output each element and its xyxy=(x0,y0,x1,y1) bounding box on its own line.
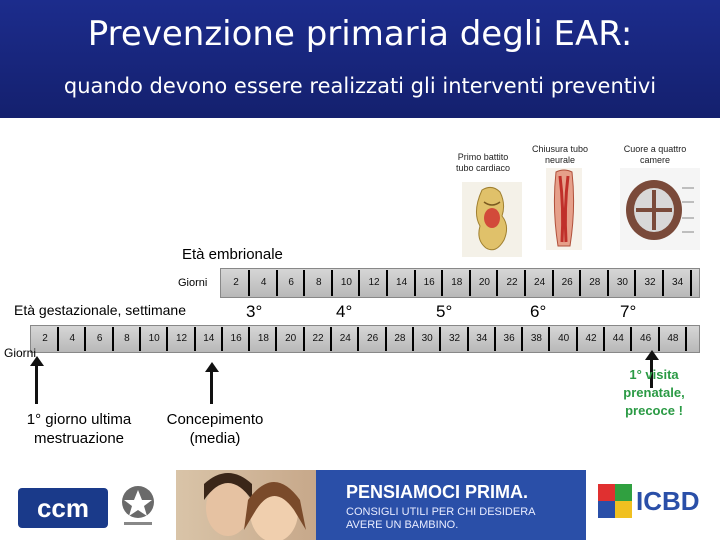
campaign-subtitle: CONSIGLI UTILI PER CHI DESIDERA AVERE UN BAMBINO. xyxy=(346,506,535,531)
embryonic-days-label: Giorni xyxy=(178,277,208,289)
gestational-tick xyxy=(412,327,414,351)
gestational-tick xyxy=(521,327,523,351)
embryonic-tick xyxy=(662,270,664,296)
embryonic-tick xyxy=(690,270,692,296)
gestational-day-number: 34 xyxy=(476,333,488,344)
title-banner xyxy=(0,0,720,118)
embryonic-tick xyxy=(303,270,305,296)
embryonic-day-number: 24 xyxy=(534,277,546,288)
embryonic-tick xyxy=(607,270,609,296)
embryonic-age-title: Età embrionale xyxy=(182,246,283,263)
gestational-day-number: 22 xyxy=(312,333,324,344)
embryonic-tick xyxy=(331,270,333,296)
embryonic-tick xyxy=(552,270,554,296)
four-chamber-label: Cuore a quattro camere xyxy=(623,144,687,165)
embryonic-day-number: 30 xyxy=(616,277,628,288)
embryonic-tick xyxy=(276,270,278,296)
slide-title: Prevenzione primaria degli EAR: xyxy=(87,14,633,54)
embryo-neural-tube-illustration xyxy=(546,168,582,250)
gestational-tick xyxy=(548,327,550,351)
gestational-day-number: 16 xyxy=(230,333,242,344)
embryonic-day-number: 12 xyxy=(368,277,380,288)
gestational-day-number: 24 xyxy=(339,333,351,344)
embryonic-day-number: 6 xyxy=(288,277,294,288)
slide-subtitle: quando devono essere realizzati gli interventi preventivi xyxy=(63,74,657,98)
embryonic-day-number: 22 xyxy=(506,277,518,288)
gestational-day-number: 20 xyxy=(285,333,297,344)
gestational-tick xyxy=(603,327,605,351)
couple-photo xyxy=(176,470,316,540)
lmp-note: 1° giorno ultima mestruazione xyxy=(26,411,132,447)
embryonic-day-number: 2 xyxy=(233,277,239,288)
gestational-tick xyxy=(57,327,59,351)
gestational-day-number: 48 xyxy=(667,333,679,344)
gestational-tick xyxy=(494,327,496,351)
embryonic-tick xyxy=(579,270,581,296)
gestational-tick xyxy=(139,327,141,351)
four-chamber-heart-illustration xyxy=(620,168,700,250)
embryo-heart-illustration xyxy=(462,182,522,257)
gestational-tick xyxy=(658,327,660,351)
italian-emblem-icon xyxy=(118,478,158,534)
embryonic-day-number: 16 xyxy=(423,277,435,288)
gestational-day-number: 46 xyxy=(640,333,652,344)
embryonic-tick xyxy=(524,270,526,296)
week-label: 7° xyxy=(620,302,637,321)
embryonic-tick xyxy=(496,270,498,296)
gestational-tick xyxy=(357,327,359,351)
week-label: 5° xyxy=(436,302,453,321)
gestational-tick xyxy=(439,327,441,351)
embryonic-tick xyxy=(634,270,636,296)
week-label: 4° xyxy=(336,302,353,321)
embryonic-day-number: 34 xyxy=(672,277,684,288)
gestational-tick xyxy=(221,327,223,351)
icbd-cube-icon xyxy=(598,484,632,518)
gestational-tick xyxy=(166,327,168,351)
gestational-day-number: 14 xyxy=(203,333,215,344)
gestational-tick xyxy=(467,327,469,351)
embryonic-day-number: 4 xyxy=(260,277,267,288)
gestational-day-number: 26 xyxy=(367,333,379,344)
embryonic-day-number: 20 xyxy=(478,277,490,288)
embryonic-day-number: 18 xyxy=(451,277,463,288)
embryonic-tick xyxy=(441,270,443,296)
embryonic-tick xyxy=(386,270,388,296)
icbd-logo xyxy=(598,482,706,532)
gestational-tick xyxy=(84,327,86,351)
conception-arrow-shaft xyxy=(210,368,213,404)
embryonic-tick xyxy=(358,270,360,296)
gestational-tick xyxy=(685,327,687,351)
neural-tube-label: Chiusura tubo neurale xyxy=(531,144,589,165)
week-label: 6° xyxy=(530,302,547,321)
gestational-day-number: 36 xyxy=(503,333,515,344)
gestational-tick xyxy=(248,327,250,351)
embryonic-tick xyxy=(414,270,416,296)
embryonic-tick xyxy=(248,270,250,296)
gestational-day-number: 8 xyxy=(124,333,130,344)
gestational-day-number: 28 xyxy=(394,333,406,344)
first-visit-note: 1° visita prenatale, precoce ! xyxy=(623,367,685,418)
embryonic-day-number: 32 xyxy=(644,277,656,288)
conception-note: Concepimento (media) xyxy=(166,411,264,447)
embryonic-day-number: 10 xyxy=(340,277,352,288)
gestational-day-number: 2 xyxy=(42,333,48,344)
gestational-tick xyxy=(194,327,196,351)
embryonic-day-number: 8 xyxy=(316,277,322,288)
gestational-day-number: 32 xyxy=(448,333,461,344)
embryonic-tick xyxy=(469,270,471,296)
gestational-tick xyxy=(385,327,387,351)
embryonic-day-number: 28 xyxy=(589,277,601,288)
lmp-arrow-head-icon xyxy=(30,356,44,366)
gestational-tick xyxy=(303,327,305,351)
heart-beat-label: Primo battito tubo cardiaco xyxy=(455,152,511,173)
campaign-banner xyxy=(316,470,586,540)
gestational-day-number: 44 xyxy=(612,333,624,344)
icbd-text: ICBD xyxy=(636,486,700,516)
gestational-tick xyxy=(275,327,277,351)
gestational-day-number: 4 xyxy=(69,333,76,344)
gestational-day-number: 40 xyxy=(558,333,570,344)
gestational-age-title: Età gestazionale, settimane xyxy=(14,302,186,318)
gestational-day-number: 6 xyxy=(96,333,103,344)
gestational-tick xyxy=(330,327,332,351)
campaign-title: PENSIAMOCI PRIMA. xyxy=(346,482,529,502)
conception-arrow-head-icon xyxy=(205,362,219,372)
week-label: 3° xyxy=(246,302,263,321)
footer-bar xyxy=(0,470,720,540)
gestational-day-number: 18 xyxy=(257,333,269,344)
gestational-day-number: 42 xyxy=(585,333,597,344)
gestational-day-number: 30 xyxy=(421,333,433,344)
lmp-arrow-shaft xyxy=(35,362,38,404)
gestational-day-number: 10 xyxy=(148,333,160,344)
gestational-days-label: Giorni xyxy=(4,346,37,360)
ccm-logo: ccm xyxy=(18,488,108,528)
gestational-tick xyxy=(630,327,632,351)
gestational-day-number: 12 xyxy=(175,333,188,344)
gestational-tick xyxy=(112,327,114,351)
gestational-day-number: 38 xyxy=(530,333,542,344)
visit-arrow-head-icon xyxy=(645,350,659,360)
embryonic-day-number: 26 xyxy=(561,277,573,288)
gestational-tick xyxy=(576,327,578,351)
embryonic-day-number: 14 xyxy=(396,277,408,288)
